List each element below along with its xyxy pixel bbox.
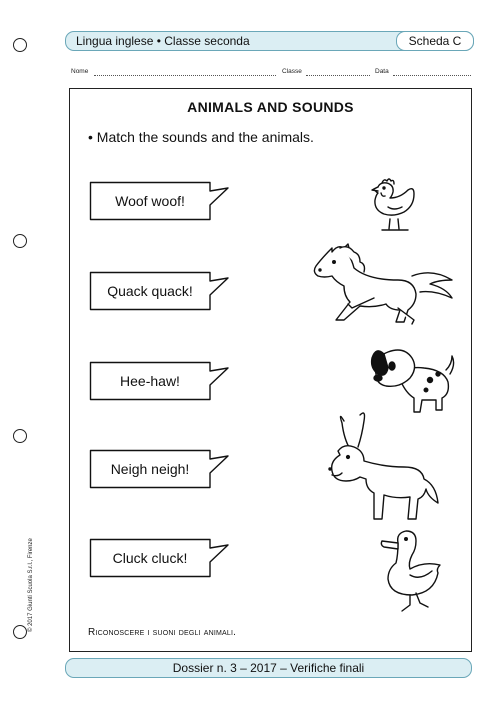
class-label: Classe	[282, 68, 302, 75]
donkey-icon[interactable]	[320, 411, 440, 529]
exercise-frame	[69, 88, 472, 652]
instruction: • Match the sounds and the animals.	[88, 129, 314, 145]
horse-icon[interactable]	[312, 242, 460, 334]
exercise-title: ANIMALS AND SOUNDS	[187, 99, 354, 115]
punch-hole	[13, 234, 27, 248]
sound-bubble-5[interactable]	[89, 538, 231, 578]
punch-hole	[13, 38, 27, 52]
dog-icon[interactable]	[370, 344, 456, 414]
subject-label: Lingua inglese • Classe seconda	[76, 34, 250, 48]
date-field[interactable]	[393, 75, 471, 76]
name-label: Nome	[71, 68, 89, 75]
class-field[interactable]	[306, 75, 370, 76]
duck-icon[interactable]	[370, 529, 452, 613]
sound-label: Quack quack!	[107, 283, 193, 299]
footer-bar: Dossier n. 3 – 2017 – Verifiche finali	[65, 658, 472, 678]
header-bar	[65, 31, 474, 51]
sound-label: Hee-haw!	[120, 373, 180, 389]
hen-icon[interactable]	[368, 177, 420, 241]
sound-bubble-2[interactable]	[89, 271, 231, 311]
copyright-note: © 2017 Giunti Scuola S.r.l., Firenze	[28, 538, 34, 632]
sound-bubble-4[interactable]	[89, 449, 231, 489]
sound-bubble-3[interactable]	[89, 361, 231, 401]
sound-label: Cluck cluck!	[112, 550, 188, 566]
punch-hole	[13, 625, 27, 639]
date-label: Data	[375, 68, 389, 75]
punch-hole	[13, 429, 27, 443]
sound-bubble-1[interactable]	[89, 181, 231, 221]
footnote: Riconoscere i suoni degli animali.	[88, 627, 237, 638]
sound-label: Neigh neigh!	[110, 461, 190, 477]
sheet-label: Scheda C	[396, 31, 474, 51]
name-field[interactable]	[94, 75, 276, 76]
sound-label: Woof woof!	[115, 193, 185, 209]
